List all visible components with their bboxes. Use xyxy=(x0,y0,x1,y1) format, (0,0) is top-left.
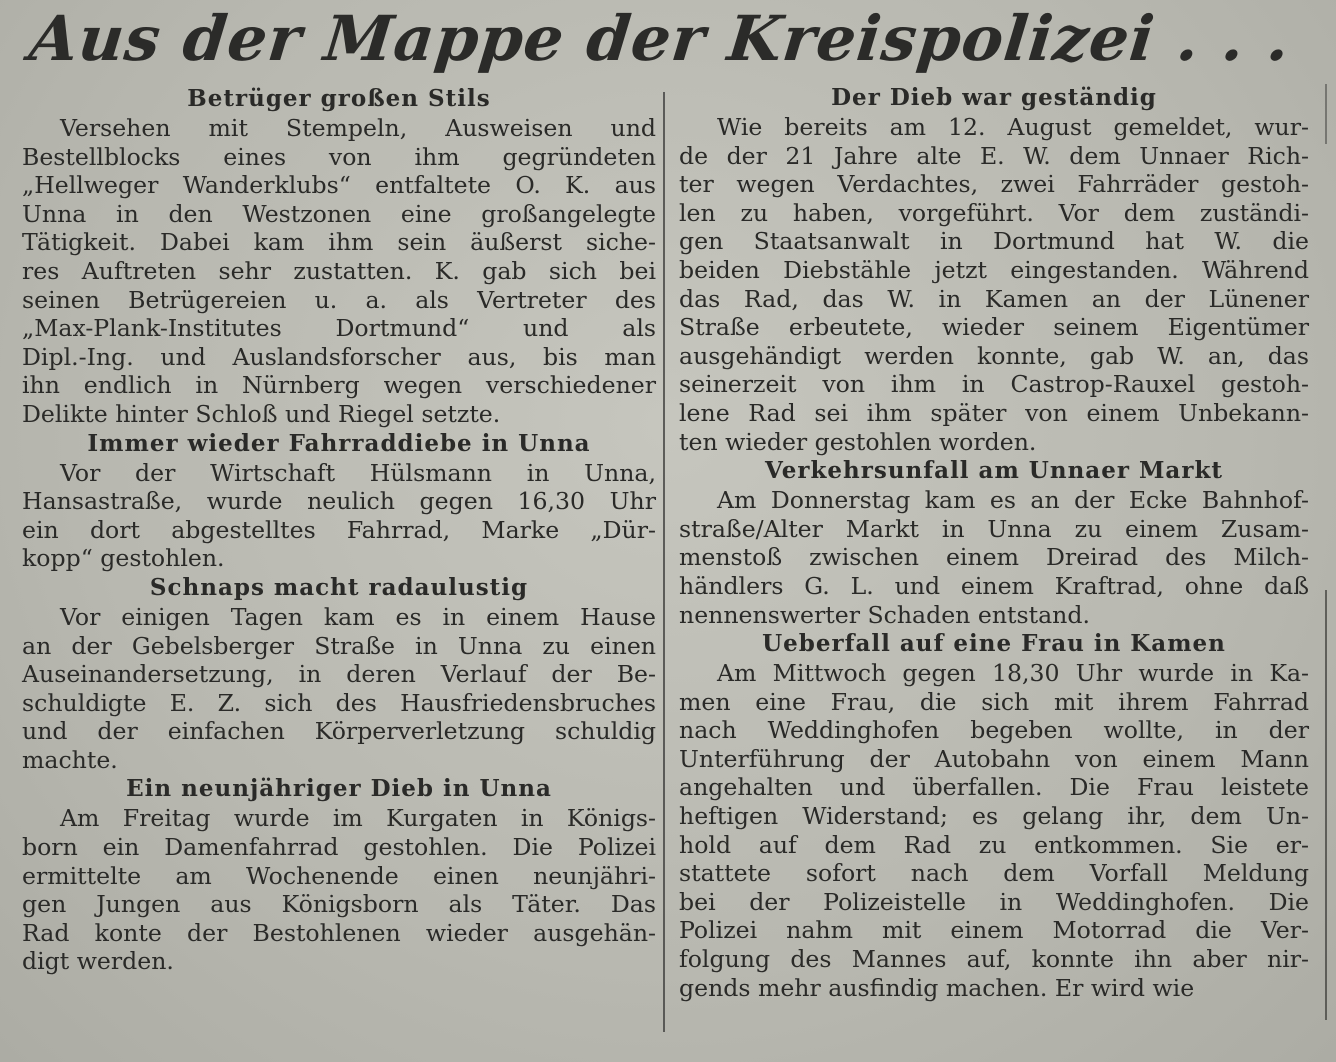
article-body xyxy=(679,659,1309,1002)
article-line: bei der Polizeistelle in Weddinghofen. Die xyxy=(679,887,1309,916)
article-line: born ein Damenfahrrad gestohlen. Die Polizei xyxy=(22,833,656,862)
article-heading: Schnaps macht radaulustig xyxy=(149,573,529,601)
article-line: Dipl.-Ing. und Auslandsforscher aus, bis man xyxy=(22,342,656,371)
article-line: angehalten und überfallen. Die Frau leistete xyxy=(679,773,1309,802)
article-line: „Hellweger Wanderklubs“ entfaltete O. K. aus xyxy=(22,171,656,200)
article-line: res Auftreten sehr zustatten. K. gab sich bei xyxy=(22,256,656,285)
article-heading: Immer wieder Fahrraddiebe in Unna xyxy=(87,429,591,457)
article-line: nach Weddinghofen begeben wollte, in der xyxy=(679,716,1309,745)
article-line: Versehen mit Stempeln, Ausweisen und xyxy=(60,114,656,142)
article-line: Polizei nahm mit einem Motorrad die Ver- xyxy=(679,916,1309,945)
article-heading: Ueberfall auf eine Frau in Kamen xyxy=(762,630,1226,658)
article-line: ermittelte am Wochenende einen neunjähri- xyxy=(22,861,656,890)
article-line: straße/Alter Markt in Unna zu einem Zusam- xyxy=(679,514,1309,543)
article-line: gen Staatsanwalt in Dortmund hat W. die xyxy=(679,227,1309,256)
article-line: gends mehr ausfindig machen. Er wird wie xyxy=(679,973,1195,1002)
article-body xyxy=(22,804,656,976)
article-line: an der Gebelsberger Straße in Unna zu einen xyxy=(22,631,656,660)
article-line: Am Donnerstag kam es an der Ecke Bahnhof- xyxy=(717,486,1309,515)
article-heading: Ein neunjähriger Dieb in Unna xyxy=(126,775,552,803)
article-line: Rad konte der Bestohlenen wieder ausgehän- xyxy=(22,918,656,947)
article-line: schuldigte E. Z. sich des Hausfriedensbruches xyxy=(22,688,656,717)
article-line: Tätigkeit. Dabei kam ihm sein äußerst siche- xyxy=(22,228,656,257)
article-line: beiden Diebstähle jetzt eingestanden. Während xyxy=(679,255,1309,284)
article-body xyxy=(679,113,1309,456)
article-line: Unterführung der Autobahn von einem Mann xyxy=(679,744,1309,773)
article-body xyxy=(22,114,656,429)
article xyxy=(22,573,656,775)
article-line: ausgehändigt werden konnte, gab W. an, das xyxy=(679,341,1309,370)
article-heading: Betrüger großen Stils xyxy=(187,85,491,112)
right-column xyxy=(679,83,1309,1002)
left-column xyxy=(22,84,656,976)
article-line: hold auf dem Rad zu entkommen. Sie er- xyxy=(679,830,1309,859)
article-line: kopp“ gestohlen. xyxy=(22,544,225,573)
article-line: Am Mittwoch gegen 18,30 Uhr wurde in Ka- xyxy=(717,659,1309,688)
article-line: Bestellblocks eines von ihm gegründeten xyxy=(22,142,656,171)
page-headline: Aus der Mappe der Kreispolizei . . . xyxy=(26,2,1294,75)
column-divider xyxy=(663,92,665,1032)
article-line: Delikte hinter Schloß und Riegel setzte. xyxy=(22,399,501,428)
article-body xyxy=(22,603,656,775)
article-line: Straße erbeutete, wieder seinem Eigentümer xyxy=(679,313,1309,342)
article-line: men eine Frau, die sich mit ihrem Fahrrad xyxy=(679,687,1309,716)
article-line: len zu haben, vorgeführt. Vor dem zuständi- xyxy=(679,198,1309,227)
article-line: menstoß zwischen einem Dreirad des Milch- xyxy=(679,543,1309,572)
article-line: und der einfachen Körperverletzung schuldig xyxy=(22,717,656,746)
article-line: das Rad, das W. in Kamen an der Lünener xyxy=(679,284,1309,313)
article-line: digt werden. xyxy=(22,947,174,976)
article-body xyxy=(22,459,656,573)
article-line: Wie bereits am 12. August gemeldet, wur- xyxy=(717,113,1309,141)
article xyxy=(22,774,656,976)
article-line: machte. xyxy=(22,745,118,774)
article-line: Am Freitag wurde im Kurgaten in Königs- xyxy=(60,804,656,833)
right-edge-rule-top xyxy=(1325,84,1327,144)
right-edge-rule xyxy=(1325,590,1327,1020)
article-line: ter wegen Verdachtes, zwei Fahrräder gestoh- xyxy=(679,170,1309,199)
article xyxy=(679,456,1309,629)
article-line: de der 21 Jahre alte E. W. dem Unnaer Rich- xyxy=(679,141,1309,170)
article-line: Vor der Wirtschaft Hülsmann in Unna, xyxy=(60,458,656,487)
article-line: „Max-Plank-Institutes Dortmund“ und als xyxy=(22,314,656,343)
article-line: Vor einigen Tagen kam es in einem Hause xyxy=(60,602,656,631)
article-line: seinerzeit von ihm in Castrop-Rauxel gestoh- xyxy=(679,370,1309,399)
article-line: stattete sofort nach dem Vorfall Meldung xyxy=(679,859,1309,888)
article-line: heftigen Widerstand; es gelang ihr, dem Un- xyxy=(679,802,1309,831)
article-heading: Der Dieb war geständig xyxy=(831,84,1157,111)
article-line: händlers G. L. und einem Kraftrad, ohne daß xyxy=(679,571,1309,600)
article-line: Auseinandersetzung, in deren Verlauf der Be- xyxy=(22,660,656,689)
article-line: ihn endlich in Nürnberg wegen verschiedener xyxy=(22,371,656,400)
article-heading: Verkehrsunfall am Unnaer Markt xyxy=(764,457,1223,485)
article-body xyxy=(679,486,1309,629)
article-line: folgung des Mannes auf, konnte ihn aber nir- xyxy=(679,945,1309,974)
article xyxy=(679,83,1309,456)
article-line: gen Jungen aus Königsborn als Täter. Das xyxy=(22,890,656,919)
article-line: ten wieder gestohlen worden. xyxy=(679,427,1037,456)
article-line: nennenswerter Schaden entstand. xyxy=(679,600,1090,629)
article-line: ein dort abgestelltes Fahrrad, Marke „Dür- xyxy=(22,515,656,544)
article xyxy=(22,84,656,429)
article-line: Unna in den Westzonen eine großangelegte xyxy=(22,199,656,228)
article xyxy=(679,629,1309,1002)
article-line: Hansastraße, wurde neulich gegen 16,30 Uhr xyxy=(22,487,656,516)
article-line: seinen Betrügereien u. a. als Vertreter des xyxy=(22,285,656,314)
article xyxy=(22,429,656,573)
article-line: lene Rad sei ihm später von einem Unbekann- xyxy=(679,398,1309,427)
